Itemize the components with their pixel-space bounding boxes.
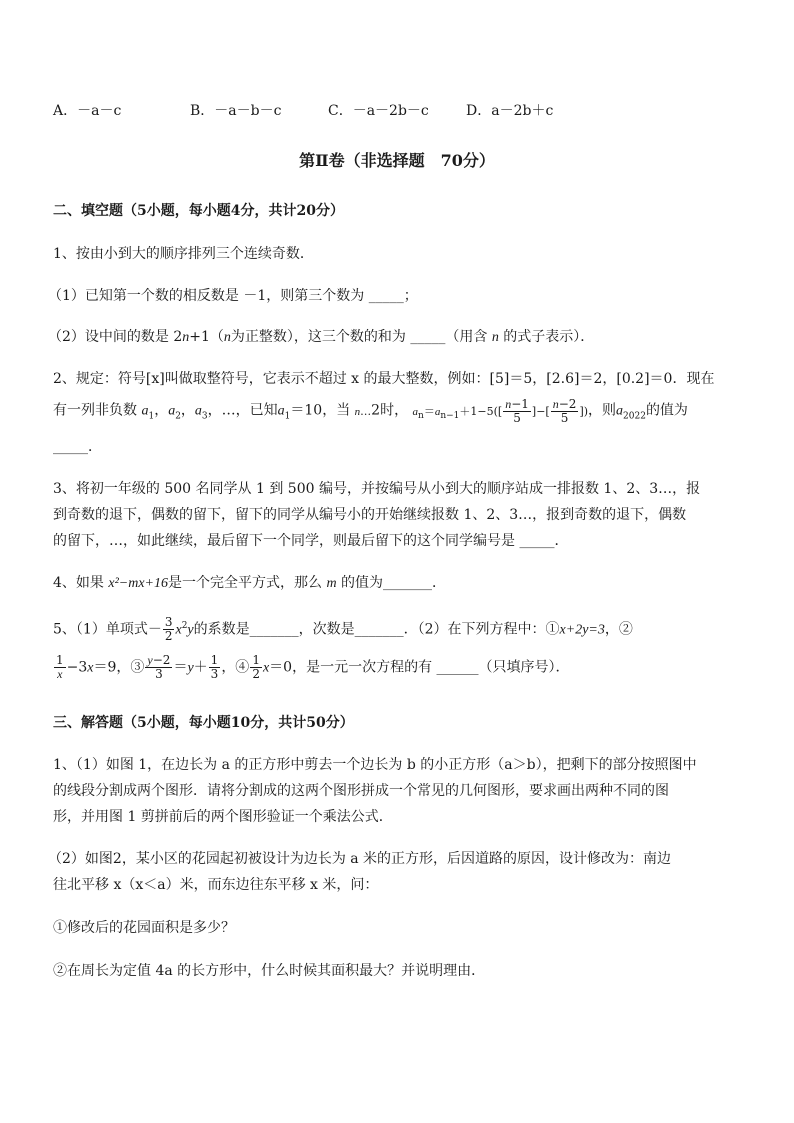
q5-text: ，是一元一次方程的有 ______（只填序号）． — [292, 659, 570, 676]
q1-stem: 1、按由小到大的顺序排列三个连续奇数． — [53, 246, 314, 262]
q2-text: ＝10，当 — [290, 402, 351, 419]
q5-text: ，④ — [221, 659, 250, 676]
option-b: B．－a－b－c — [190, 103, 282, 119]
q2-line2: 有一列非负数 $a_1$，$a_2$，$a_3$，…，已知$a_1=10$，当 n…2时， $a_n=a_{n-1}+1-5$([ $\frac{n-1}{5}$ ]−[ $\frac{n-2}{5}$ ])，则$a_{2022}$的值为 — [53, 397, 688, 425]
q5-text: 的系数是_______，次数是_______．（2）在下列方程中：① — [193, 621, 560, 638]
fill-in-header: 二、填空题（5小题，每小题4分，共计20分） — [53, 203, 344, 219]
q2-text: 2时， — [371, 402, 409, 419]
s1-part2-line2: 往北平移 x（x＜a）米，而东边往东平移 x 米，问： — [53, 877, 379, 893]
s1-line2: 的线段分割成两个图形．请将分割成的这两个图形拼成一个常见的几何图形，要求画出两种不同的图 — [53, 783, 669, 799]
q1-part2 — [48, 326, 594, 346]
q1-part2-text: 的式子表示）． — [498, 329, 595, 345]
q5-text: 5、（1）单项式－ — [53, 621, 162, 638]
q4-var-m: m — [326, 576, 337, 591]
q1-part2-text: 为正整数），这三个数的和为 _____（用含 — [230, 329, 492, 345]
q3-line2: 到奇数的退下，偶数的留下，留下的同学从编号小的开始继续报数 1、2、3…，报到奇数的退下，偶数 — [53, 507, 687, 523]
q3-line3: 的留下，…，如此继续，最后留下一个同学，则最后留下的这个同学编号是 _____． — [53, 533, 569, 549]
q1-var-n: n — [491, 330, 499, 345]
q1-part1: （1）已知第一个数的相反数是 －1，则第三个数为 _____； — [48, 288, 418, 304]
q2-text: 有一列非负数 — [53, 402, 137, 419]
q5-line2: $\frac{1}{x}$ −3x＝9，③ $\frac{y-2}{3}$ ＝y＋ $\frac{1}{3}$ ，④ $\frac{1}{2}$ x＝0，是一元一次方程的有 ______（只填序号）． — [56, 653, 570, 681]
q2-line1: 2、规定：符号[x]叫做取整符号，它表示不超过 x 的最大整数，例如：[5]＝5，[2.6]＝2，[0.2]＝0．现在 — [53, 371, 715, 387]
s1-part2-line1: （2）如图2，某小区的花园起初被设计为边长为 a 米的正方形，后因道路的原因，设计修改为：南边 — [48, 851, 672, 867]
q1-part2-text: +1（ — [189, 329, 224, 345]
q5-equation-1: x+2y=3 — [559, 622, 605, 638]
q5-line1: 5、（1）单项式－ $\frac{3}{2}$ $x^2y$的系数是_______，次数是_______．（2）在下列方程中：①x+2y=3，② — [53, 615, 633, 643]
section-title: 第Ⅱ卷（非选择题 70分） — [299, 151, 495, 170]
q4 — [53, 572, 446, 592]
q4-text: 4、如果 — [53, 575, 109, 591]
s1-sub1: ①修改后的花园面积是多少？ — [53, 920, 235, 936]
q1-var-n: n — [223, 330, 231, 345]
option-a: A．－a－c — [53, 103, 122, 119]
q2-blank: _____． — [53, 439, 102, 455]
option-c: C．－a－2b－c — [328, 103, 429, 119]
q3-line1: 3、将初一年级的 500 名同学从 1 到 500 编号，并按编号从小到大的顺序站成一排报数 1、2、3…，报 — [53, 481, 701, 497]
s1-sub2: ②在周长为定值 4a 的长方形中，什么时候其面积最大？并说明理由． — [53, 963, 486, 979]
q2-text: 的值为 — [645, 402, 688, 419]
option-d: D．a－2b＋c — [466, 103, 554, 119]
q1-var-n: n — [182, 330, 190, 345]
s1-line3: 形，并用图 1 剪拼前后的两个图形验证一个乘法公式． — [53, 809, 393, 825]
s1-line1: 1、（1）如图 1，在边长为 a 的正方形中剪去一个边长为 b 的小正方形（a＞b），把剩下的部分按照图中 — [53, 757, 697, 773]
q4-expression: x²−mx+16 — [108, 576, 168, 591]
q2-text: ，已知 — [235, 402, 278, 419]
q5-text: ，② — [604, 621, 633, 638]
solve-header: 三、解答题（5小题，每小题10分，共计50分） — [53, 715, 354, 731]
q5-text: ，③ — [116, 659, 145, 676]
q4-text: 是一个完全平方式，那么 — [168, 575, 327, 591]
q4-text: 的值为_______． — [336, 575, 447, 591]
q1-part2-text: （2）设中间的数是 2 — [48, 329, 183, 345]
q2-text: ，则 — [588, 402, 617, 419]
